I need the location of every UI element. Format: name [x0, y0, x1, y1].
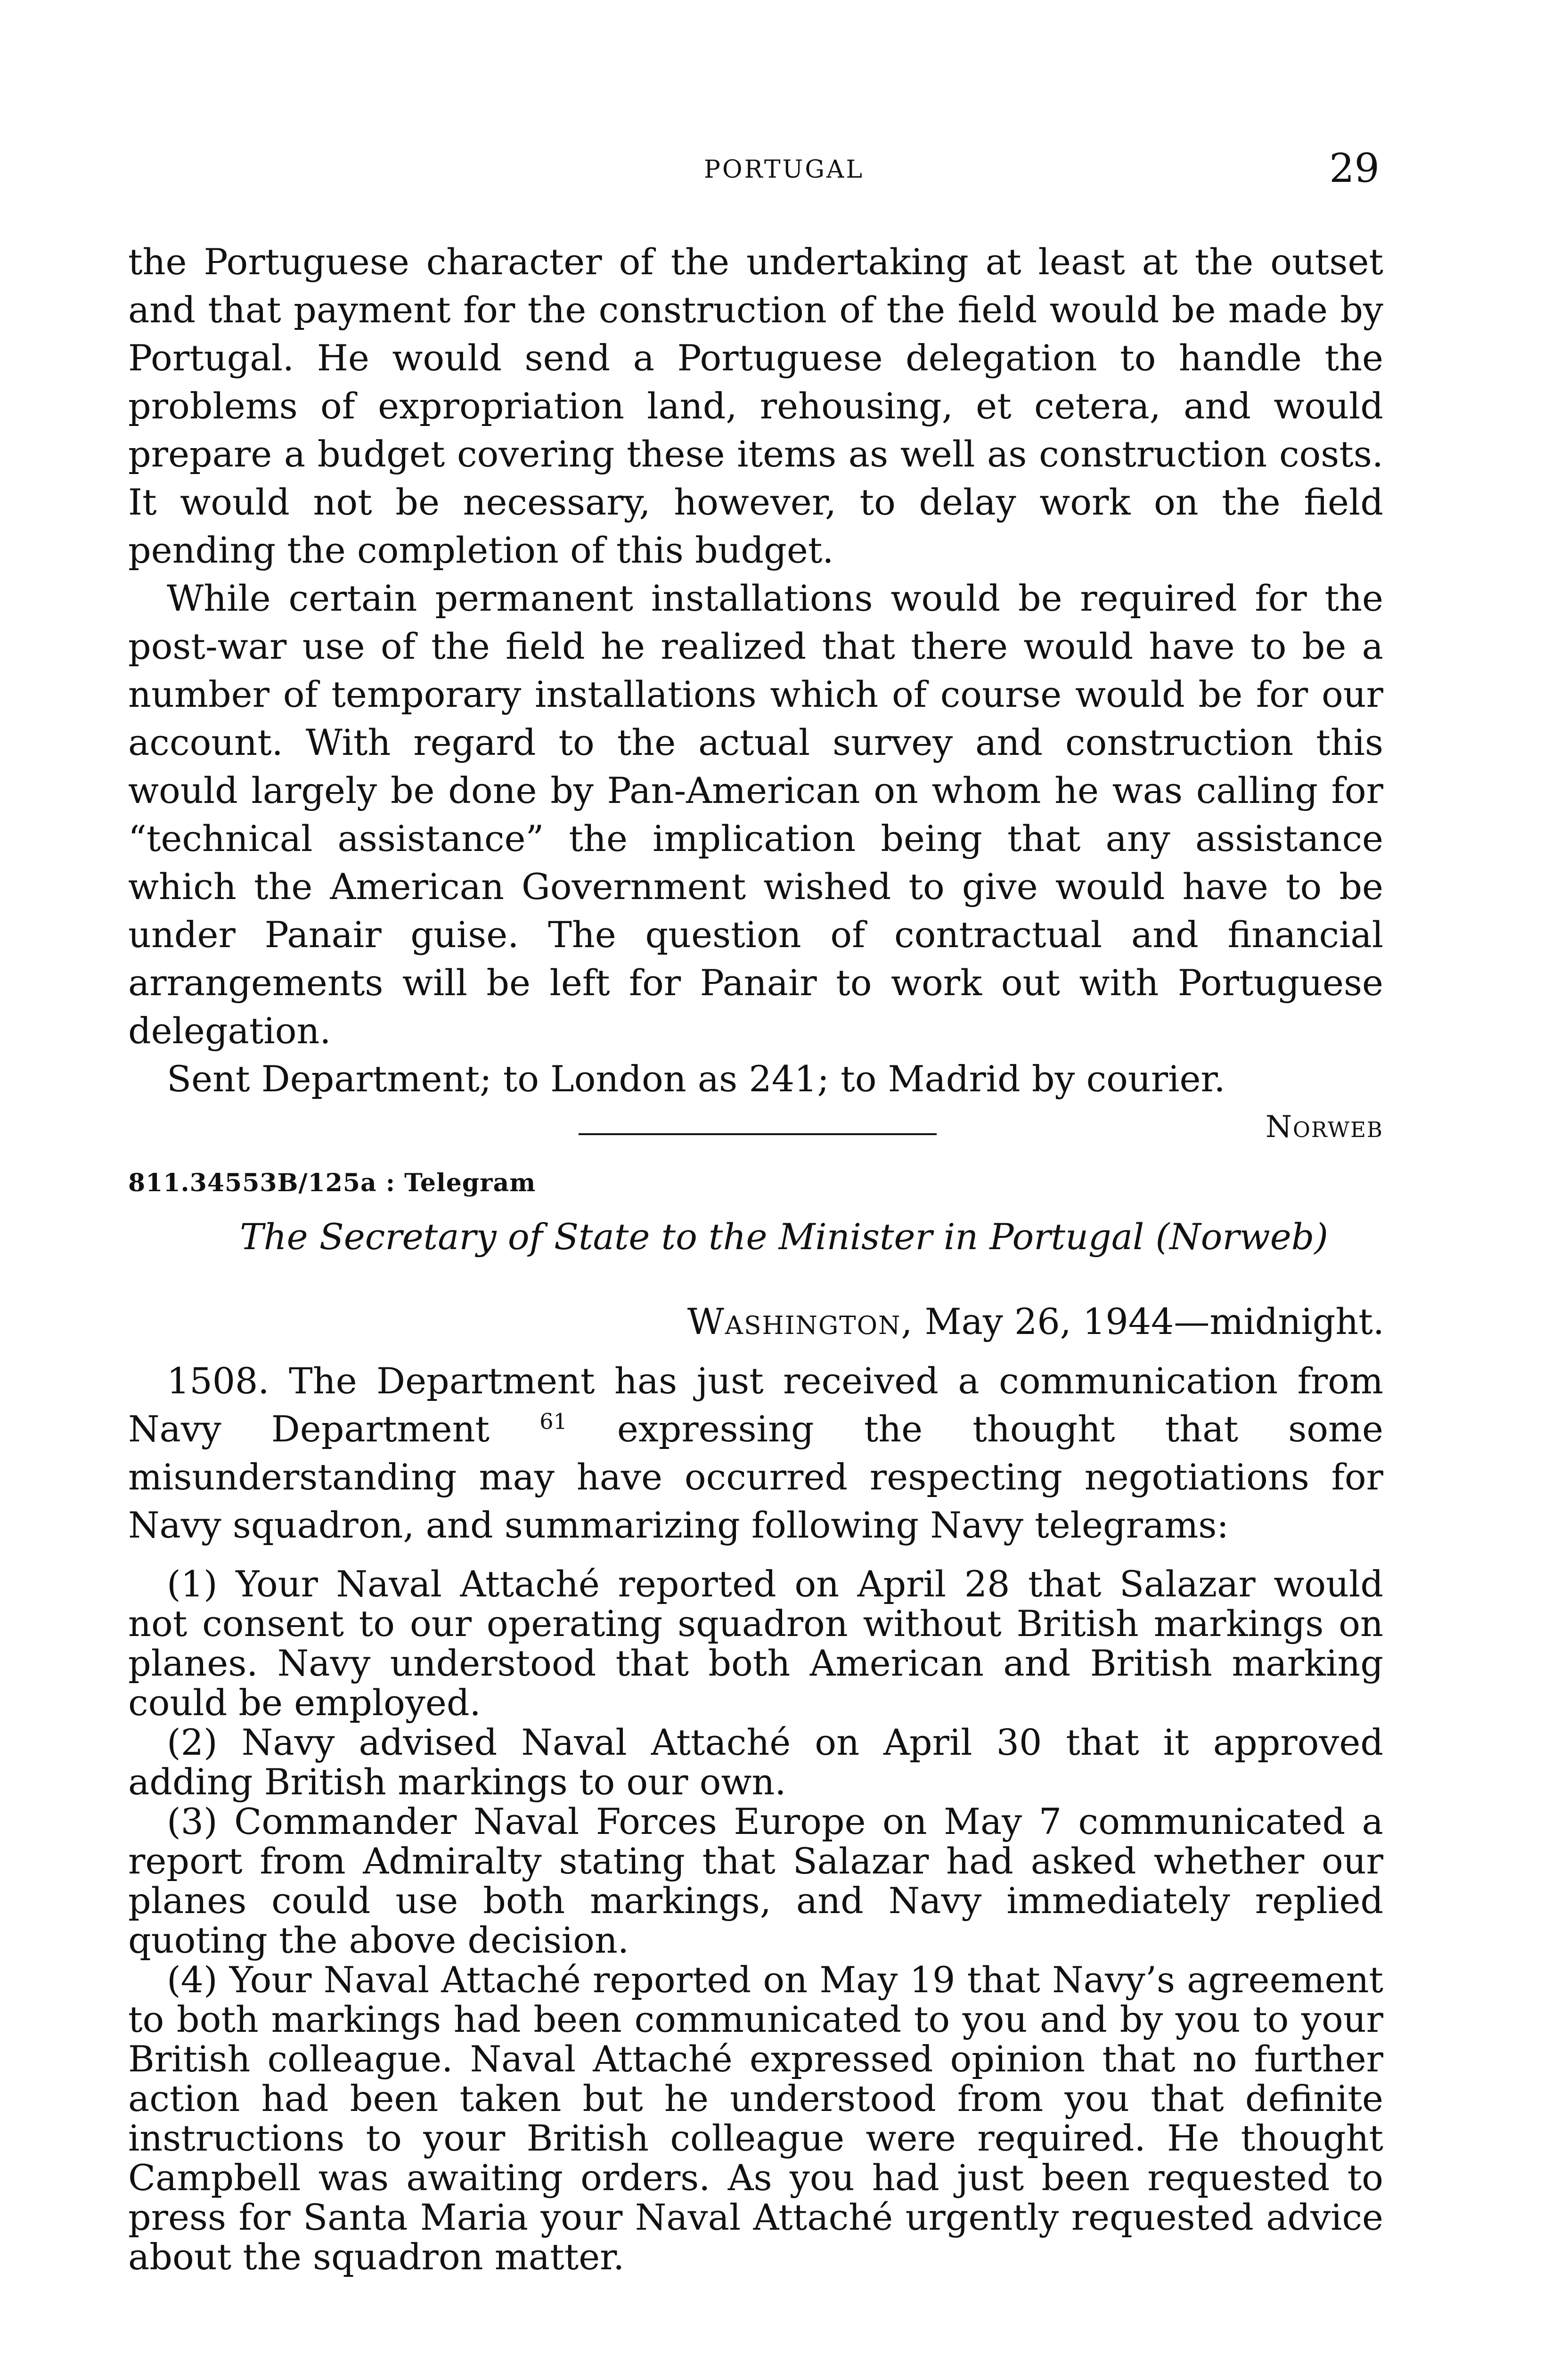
- intro-text-continued: expressing the thought that some misunderstanding may have occurred respecting negotiations for Navy squadron, and summarizing following Navy telegrams:: [128, 1408, 1383, 1546]
- dateline-place: Washington,: [687, 1301, 914, 1342]
- intro-text: 1508. The Department has just received a communication from Navy Department: [128, 1360, 1383, 1450]
- paragraph: Sent Department; to London as 241; to Madrid by courier.: [167, 1058, 1225, 1100]
- paragraph: While certain permanent installations would be required for the post-war use of the field he realized that there would have to be a number of temporary installations which of course would be for our account. With regard to the actual survey and construction this would largely be done by Pan-American on whom he was calling for “technical assistance” the implication being that any assistance which the American Government wished to give would have to be under Panair guise. The question of contractual and financial arrangements will be left for Panair to work out with Portuguese delegation.: [128, 577, 1383, 1052]
- paragraph: the Portuguese character of the undertaking at least at the outset and that payment for the construction of the field would be made by Portugal. He would send a Portuguese delegation to handle the problems of expropriation land, rehousing, et cetera, and would prepare a budget covering these items as well as construction costs. It would not be necessary, however, to delay work on the field pending the completion of this budget.: [128, 241, 1383, 571]
- list-item: (1) Your Naval Attaché reported on April 28 that Salazar would not consent to our operating squadron without British markings on planes. Navy understood that both American and British marking could be employed.: [128, 1563, 1383, 1724]
- telegram-intro: [128, 1357, 1383, 1549]
- file-number: 811.34553B/125a : Telegram: [128, 1169, 536, 1197]
- dateline: [687, 1301, 1384, 1342]
- footnote-reference: 61: [539, 1408, 567, 1434]
- list-item: (3) Commander Naval Forces Europe on May 7 communicated a report from Admiralty stating that Salazar had asked whether our planes could use both markings, and Navy immediately replied quoting the above decision.: [128, 1800, 1383, 1961]
- list-item: (4) Your Naval Attaché reported on May 19 that Navy’s agreement to both markings had been communicated to you and by you to your British colleague. Naval Attaché expressed opinion that no further action had been taken but he understood from you that definite instructions to your British colleague were required. He thought Campbell was awaiting orders. As you had just been requested to press for Santa Maria your Naval Attaché urgently requested advice about the squadron matter.: [128, 1959, 1383, 2278]
- page-number: 29: [1329, 145, 1380, 191]
- list-item: (2) Navy advised Naval Attaché on April 30 that it approved adding British markings to our own.: [128, 1721, 1383, 1803]
- navy-telegram-list: [128, 1564, 1383, 2277]
- running-head: PORTUGAL: [704, 155, 864, 184]
- section-divider: [579, 1133, 937, 1135]
- signature: Norweb: [1266, 1110, 1383, 1145]
- document-heading: The Secretary of State to the Minister in Portugal (Norweb): [239, 1216, 1329, 1258]
- paragraph: [128, 1357, 1383, 1549]
- dateline-date: May 26, 1944—midnight.: [913, 1301, 1384, 1342]
- continued-telegram-text: [128, 238, 1383, 1151]
